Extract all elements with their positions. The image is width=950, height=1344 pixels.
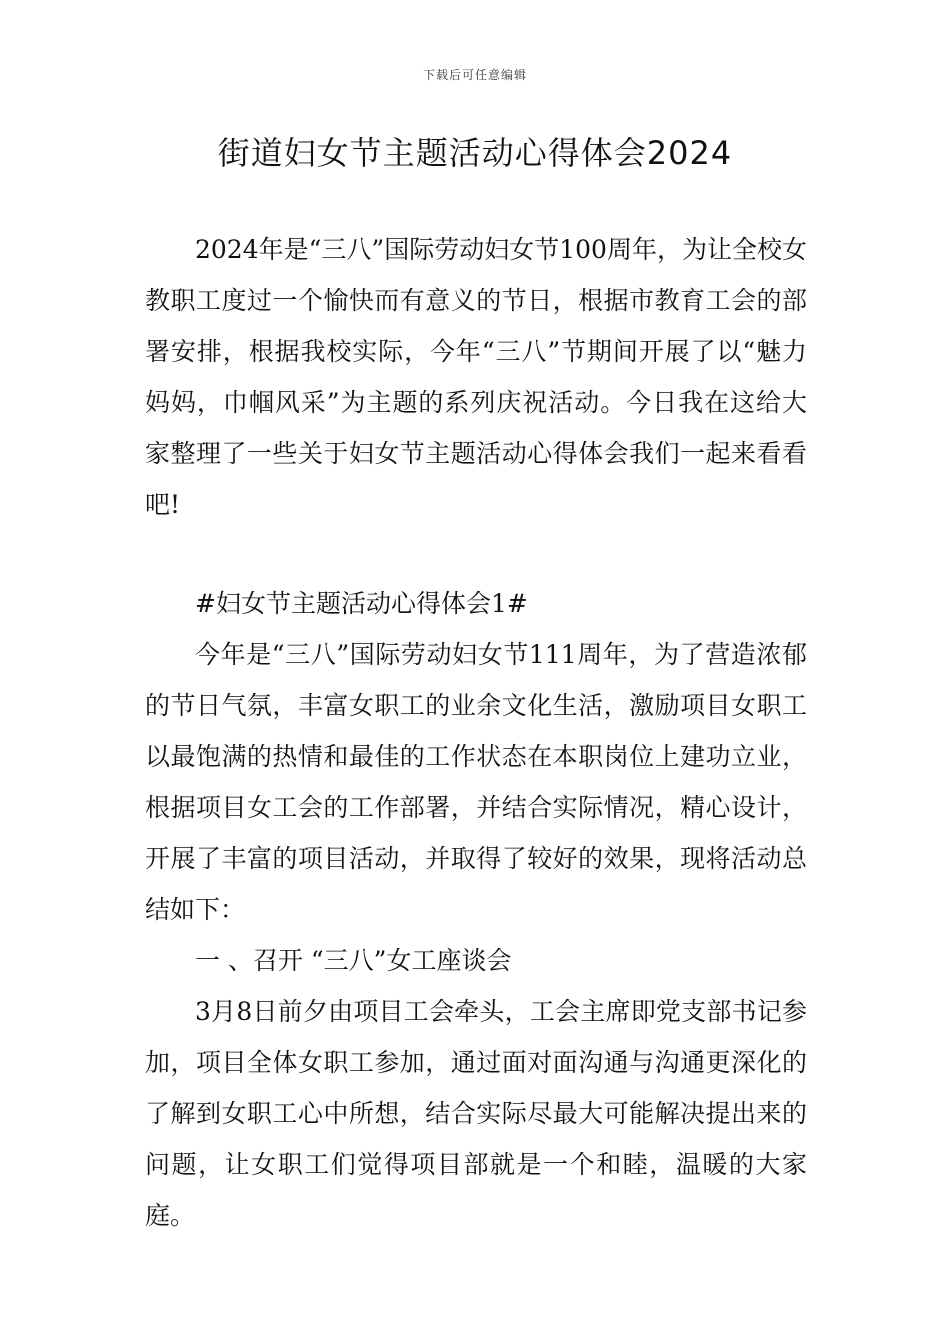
- document-title: 街道妇女节主题活动心得体会2024: [217, 134, 733, 172]
- document-body: [145, 224, 807, 1241]
- section-heading: #妇女节主题活动心得体会1#: [195, 589, 528, 618]
- body-paragraph: 今年是“三八”国际劳动妇女节111周年，为了营造浓郁的节日气氛，丰富女职工的业余文化生活，激励项目女职工以最饱满的热情和最佳的工作状态在本职岗位上建功立业，根据项目女工会的工作部署，并结合实际情况，精心设计，开展了丰富的项目活动，并取得了较好的效果，现将活动总结如下：: [145, 640, 807, 924]
- header-note: 下载后可任意编辑: [422, 68, 527, 82]
- section-spacer: [145, 530, 807, 578]
- subsection-heading: 一 、召开 “三八”女工座谈会: [195, 946, 512, 975]
- body-paragraph: 3月8日前夕由项目工会牵头，工会主席即党支部书记参加，项目全体女职工参加，通过面对面沟通与沟通更深化的了解到女职工心中所想，结合实际尽最大可能解决提出来的问题，让女职工们觉得项目部就是一个和睦，温暖的大家庭。: [145, 997, 807, 1230]
- intro-paragraph: 2024年是“三八”国际劳动妇女节100周年，为让全校女教职工度过一个愉快而有意义的节日，根据市教育工会的部署安排，根据我校实际，今年“三八”节期间开展了以“魅力妈妈，巾帼风采”为主题的系列庆祝活动。今日我在这给大家整理了一些关于妇女节主题活动心得体会我们一起来看看吧!: [145, 235, 807, 519]
